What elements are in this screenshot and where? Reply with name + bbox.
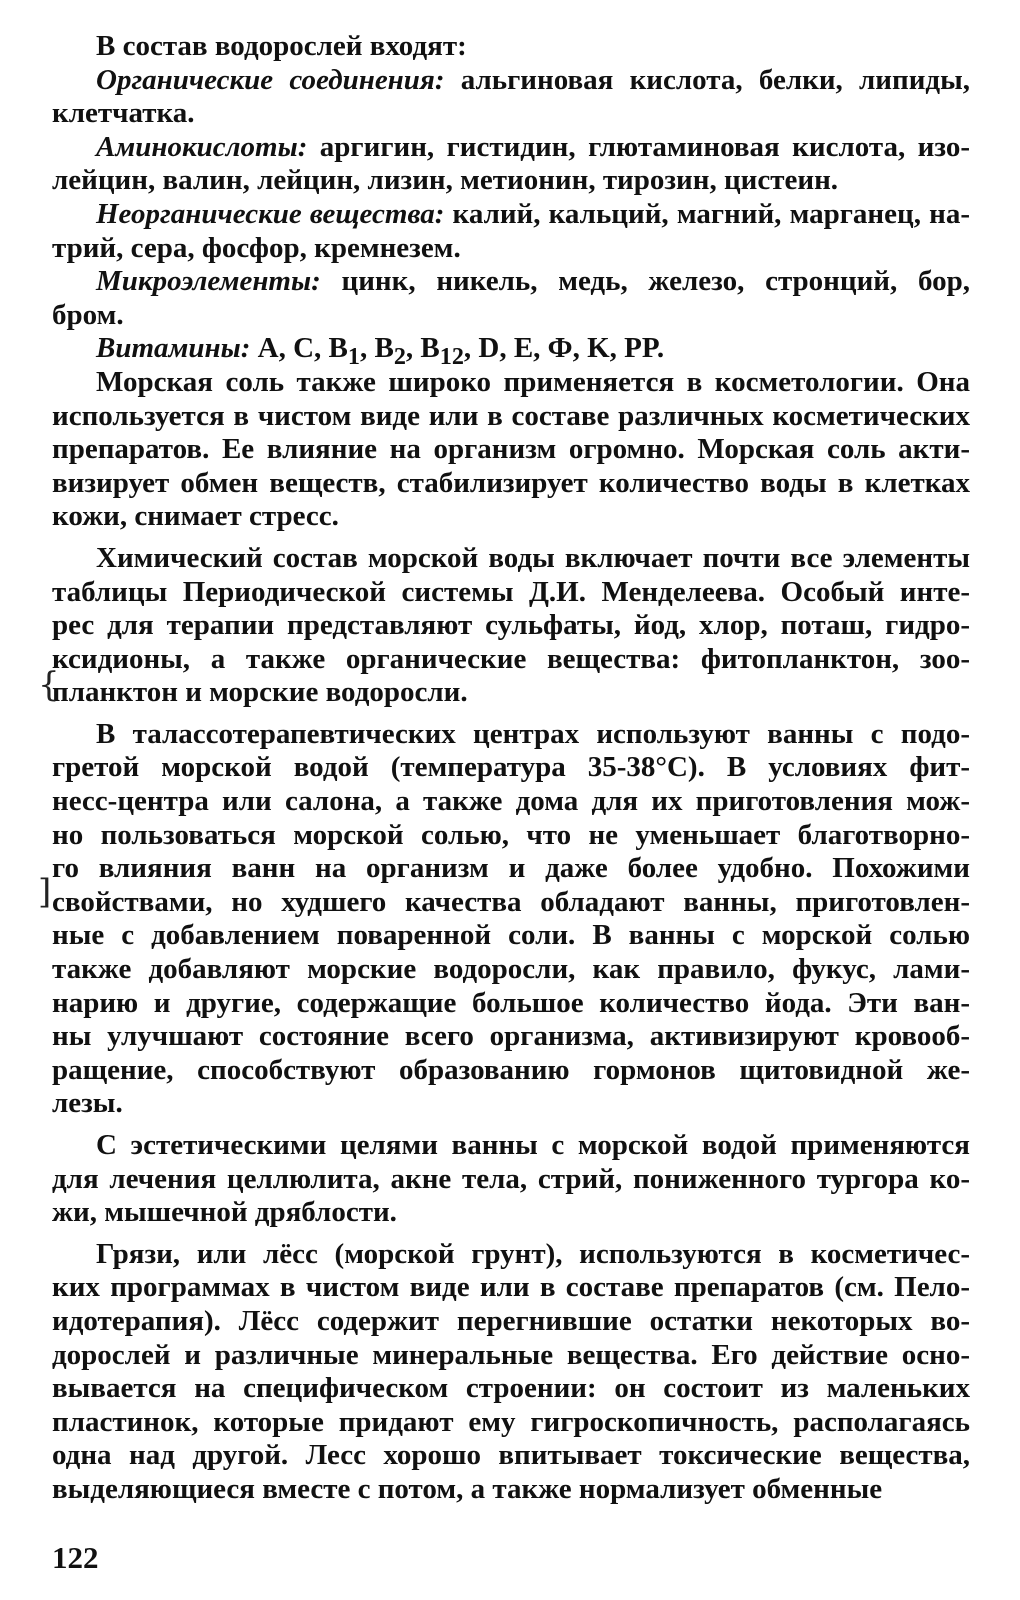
- page-number: 122: [52, 1540, 99, 1575]
- text-line: С эстетическими целями ванны с морской водой применяются: [96, 1129, 970, 1161]
- text-line: но пользоваться морской солью, что не уменьшает благотворно-: [52, 818, 970, 851]
- text-line: [52, 265, 970, 299]
- text-line: го влияния ванн на организм и даже более удобно. Похожими: [52, 852, 970, 885]
- paragraph-aesthetic: [52, 1129, 970, 1230]
- text-line: визирует обмен веществ, стабилизирует количество воды в клетках: [52, 466, 970, 499]
- text-line: [52, 131, 970, 165]
- paragraph-chemical-composition: [52, 542, 970, 710]
- text-line: клетчатка.: [52, 97, 195, 130]
- text-line: идотерапия). Лёсс содержит перегнившие остатки некоторых во-: [52, 1304, 970, 1337]
- text-line: Химический состав морской воды включает почти все элементы: [96, 541, 970, 574]
- text-line: кожи, снимает стресс.: [52, 500, 339, 533]
- text-line: нарию и другие, содержащие большое количество йода. Эти ван-: [52, 986, 970, 1019]
- text-line: бром.: [52, 298, 124, 331]
- text-line: также добавляют морские водоросли, как правило, фукус, лами-: [52, 953, 970, 986]
- text-line: ксидионы, а также органические вещества: фитопланктон, зоо-: [52, 642, 970, 675]
- text-line: используется в чистом виде или в составе различных косметических: [52, 399, 970, 432]
- text-line: ких программах в чистом виде или в составе препаратов (см. Пело-: [52, 1271, 970, 1304]
- text-line: пластинок, которые придают ему гигроскопичность, располагаясь: [52, 1405, 970, 1438]
- text-line: В состав водорослей входят:: [96, 30, 467, 62]
- text-line: дорослей и различные минеральные вещества. Его действие осно-: [52, 1338, 970, 1371]
- text-line: Морская соль также широко применяется в косметологии. Она: [96, 365, 970, 398]
- subscript: 12: [439, 343, 464, 371]
- text-line: планктон и морские водоросли.: [52, 676, 468, 709]
- subscript: 1: [347, 343, 360, 371]
- paragraph-thalassotherapy: [52, 718, 970, 1121]
- text-line: несс-центра или салона, а также дома для их приготовления мож-: [52, 785, 970, 818]
- text-span: цинк, никель, медь, железо, стронций, бор,: [320, 265, 970, 298]
- text-span: альгиновая кислота, белки, липиды,: [444, 63, 970, 96]
- text-line: ны улучшают состояние всего организма, активизируют кровооб-: [52, 1020, 970, 1053]
- text-line: одна над другой. Лесс хорошо впитывает токсические вещества,: [52, 1439, 970, 1472]
- text-span: калий, кальций, магний, марганец, на-: [444, 197, 970, 230]
- text-line: вывается на специфическом строении: он состоит из маленьких: [52, 1372, 970, 1405]
- text-line: жи, мышечной дряблости.: [52, 1196, 397, 1229]
- text-line: [52, 332, 970, 371]
- text-line: рес для терапии представляют сульфаты, йод, хлор, поташ, гидро-: [52, 609, 970, 642]
- text-line: для лечения целлюлита, акне тела, стрий, пониженного тургора ко-: [52, 1162, 970, 1195]
- text-line: ные с добавлением поваренной соли. В ванны с морской солью: [52, 919, 970, 952]
- text-line: таблицы Периодической системы Д.И. Менделеева. Особый инте-: [52, 575, 970, 608]
- text-line: гретой морской водой (температура 35-38°С). В условиях фит-: [52, 751, 970, 784]
- margin-bracket-mark: {: [38, 665, 60, 705]
- paragraph-mud: [52, 1238, 970, 1507]
- text-span: , B: [359, 332, 394, 365]
- text-span: , B: [405, 332, 440, 365]
- text-line: выделяющиеся вместе с потом, а также нормализует обменные: [52, 1472, 883, 1505]
- italic-term: Органические соединения:: [96, 63, 445, 96]
- margin-bracket-mark: ]: [38, 872, 52, 912]
- text-line: лезы.: [52, 1087, 123, 1120]
- text-line: [52, 64, 970, 98]
- text-line: Грязи, или лёсс (морской грунт), используются в косметичес-: [96, 1237, 970, 1270]
- text-line: В талассотерапевтических центрах используют ванны с подо-: [96, 717, 970, 750]
- paragraph-sea-salt: [52, 366, 970, 534]
- text-line: свойствами, но худшего качества обладают ванны, приготовлен-: [52, 885, 970, 918]
- italic-term: Неорганические вещества:: [96, 197, 445, 230]
- text-line: ращение, способствуют образованию гормонов щитовидной же-: [52, 1053, 970, 1086]
- text-line: трий, сера, фосфор, кремнезем.: [52, 231, 461, 264]
- text-span: аргигин, гистидин, глютаминовая кислота, изо-: [307, 130, 970, 163]
- italic-term: Аминокислоты:: [96, 130, 308, 163]
- text-line: препаратов. Ее влияние на организм огромно. Морская соль акти-: [52, 433, 970, 466]
- italic-term: Витамины:: [96, 332, 251, 365]
- subscript: 2: [393, 343, 406, 371]
- text-line: лейцин, валин, лейцин, лизин, метионин, тирозин, цистеин.: [52, 164, 839, 197]
- text-span: A, C, B: [250, 332, 348, 365]
- text-span: , D, E, Ф, K, PP.: [463, 332, 665, 365]
- italic-term: Микроэлементы:: [96, 265, 321, 298]
- text-line: [52, 198, 970, 232]
- page-body: [52, 30, 970, 1507]
